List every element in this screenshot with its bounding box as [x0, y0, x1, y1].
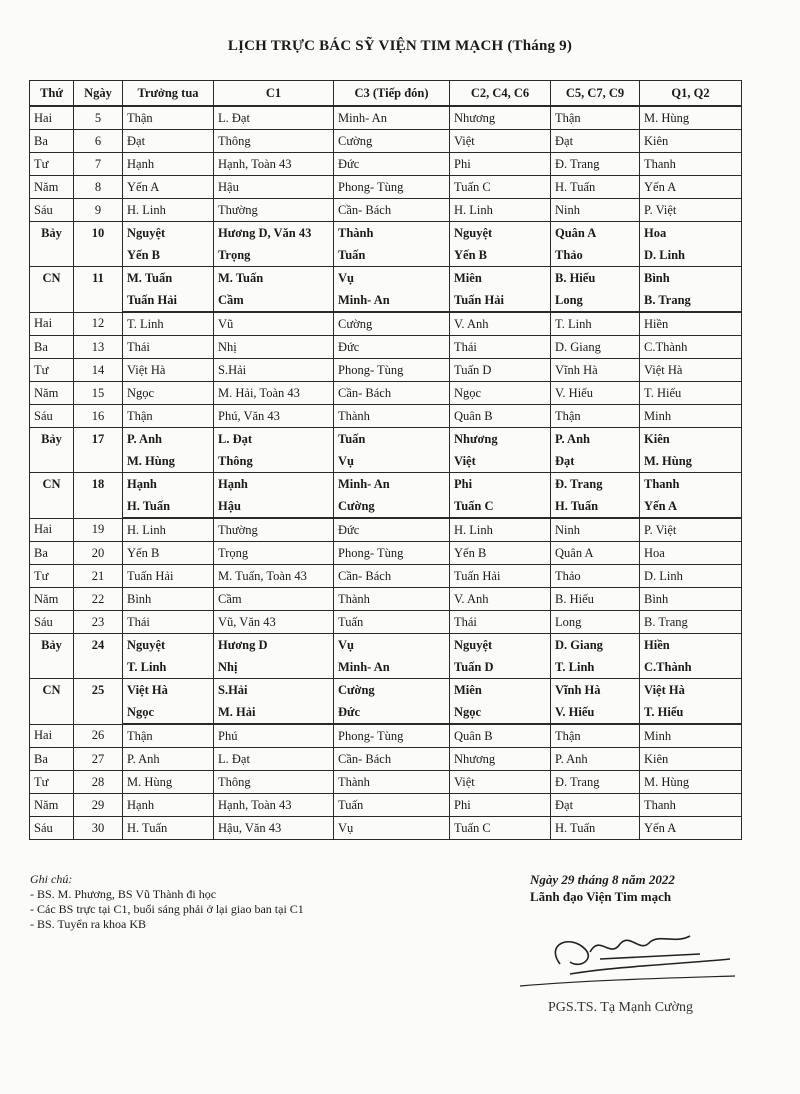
table-cell: Hoa — [640, 542, 742, 565]
table-cell: T. Linh — [551, 656, 640, 679]
table-cell: Đạt — [551, 130, 640, 153]
table-cell: 16 — [74, 405, 123, 428]
table-cell: Phong- Tùng — [334, 176, 450, 199]
table-cell: Ninh — [551, 518, 640, 542]
table-cell: Hạnh — [123, 794, 214, 817]
table-cell: Ngọc — [450, 382, 551, 405]
table-row — [30, 312, 742, 336]
table-cell: M. Hùng — [123, 450, 214, 473]
table-row — [30, 634, 742, 657]
table-cell: Cường — [334, 679, 450, 702]
table-cell: Năm — [30, 382, 74, 405]
table-cell: Thận — [123, 405, 214, 428]
table-cell: Nguyệt — [450, 222, 551, 245]
table-row — [30, 724, 742, 748]
table-cell: 27 — [74, 748, 123, 771]
table-cell: V. Anh — [450, 312, 551, 336]
table-cell: Hai — [30, 518, 74, 542]
table-cell: Ba — [30, 542, 74, 565]
table-cell: Tuấn — [334, 428, 450, 451]
table-cell: Miên — [450, 679, 551, 702]
table-cell: M. Hải — [214, 701, 334, 724]
table-row — [30, 153, 742, 176]
table-cell: P. Việt — [640, 518, 742, 542]
table-cell: Bình — [640, 267, 742, 290]
table-cell: P. Anh — [123, 428, 214, 451]
table-cell: Long — [551, 289, 640, 312]
table-row — [30, 588, 742, 611]
table-cell: P. Anh — [551, 428, 640, 451]
table-cell: Thận — [551, 405, 640, 428]
table-cell: Yến A — [640, 817, 742, 840]
table-cell: L. Đạt — [214, 106, 334, 130]
table-cell: Phi — [450, 794, 551, 817]
table-cell: M. Hùng — [640, 771, 742, 794]
table-cell: Cầm — [214, 289, 334, 312]
table-cell: Nhị — [214, 656, 334, 679]
table-header-row — [30, 81, 742, 107]
note-item: - BS. Tuyển ra khoa KB — [30, 917, 147, 931]
table-cell: Ba — [30, 748, 74, 771]
table-cell: 28 — [74, 771, 123, 794]
table-cell: Quân B — [450, 405, 551, 428]
table-cell: 5 — [74, 106, 123, 130]
table-row — [30, 176, 742, 199]
table-cell: Hiền — [640, 312, 742, 336]
table-cell: Cần- Bách — [334, 748, 450, 771]
table-cell: Phong- Tùng — [334, 542, 450, 565]
table-cell: Quân B — [450, 724, 551, 748]
table-cell: Hậu — [214, 176, 334, 199]
table-cell: Minh — [640, 405, 742, 428]
table-cell: Nguyệt — [123, 634, 214, 657]
table-cell: Năm — [30, 794, 74, 817]
table-cell: Thảo — [551, 244, 640, 267]
table-cell: M. Hùng — [123, 771, 214, 794]
table-cell: H. Linh — [450, 518, 551, 542]
table-cell: Hoa — [640, 222, 742, 245]
note-item: - BS. M. Phương, BS Vũ Thành đi học — [30, 887, 217, 901]
table-cell: Trọng — [214, 542, 334, 565]
table-cell: Phú, Văn 43 — [214, 405, 334, 428]
table-cell: Minh- An — [334, 106, 450, 130]
table-cell: Hai — [30, 312, 74, 336]
table-cell: 19 — [74, 518, 123, 542]
table-cell: Kiên — [640, 130, 742, 153]
table-cell: L. Đạt — [214, 748, 334, 771]
table-cell: Việt — [450, 130, 551, 153]
column-header: C1 — [214, 81, 334, 107]
table-cell: Thành — [334, 771, 450, 794]
table-cell: Tuấn C — [450, 176, 551, 199]
table-cell: Phong- Tùng — [334, 359, 450, 382]
table-row — [30, 199, 742, 222]
table-cell: Tuấn D — [450, 359, 551, 382]
table-row — [30, 565, 742, 588]
signature-role: Lãnh đạo Viện Tim mạch — [530, 889, 672, 904]
table-cell: M. Tuấn, Toàn 43 — [214, 565, 334, 588]
table-cell: Tư — [30, 153, 74, 176]
table-cell: Phi — [450, 473, 551, 496]
table-cell: L. Đạt — [214, 428, 334, 451]
table-cell: Thái — [450, 611, 551, 634]
table-cell: M. Tuấn — [123, 267, 214, 290]
table-cell: Long — [551, 611, 640, 634]
table-cell: Hương D — [214, 634, 334, 657]
table-cell: Ba — [30, 130, 74, 153]
table-cell: 18 — [74, 473, 123, 519]
table-cell: Vĩnh Hà — [551, 359, 640, 382]
table-cell: Kiên — [640, 748, 742, 771]
table-cell: H. Linh — [123, 199, 214, 222]
table-cell: Hạnh — [214, 473, 334, 496]
table-cell: Thận — [551, 724, 640, 748]
table-row — [30, 359, 742, 382]
table-cell: 24 — [74, 634, 123, 679]
table-cell: Tuấn — [334, 611, 450, 634]
table-cell: B. Hiếu — [551, 588, 640, 611]
table-cell: 20 — [74, 542, 123, 565]
table-cell: Thành — [334, 588, 450, 611]
table-cell: H. Tuấn — [551, 495, 640, 518]
table-cell: Đức — [334, 336, 450, 359]
table-row — [30, 701, 742, 724]
column-header: C2, C4, C6 — [450, 81, 551, 107]
table-cell: Yến B — [450, 542, 551, 565]
table-cell: Hiền — [640, 634, 742, 657]
table-cell: Miên — [450, 267, 551, 290]
table-row — [30, 244, 742, 267]
table-cell: H. Tuấn — [123, 495, 214, 518]
table-cell: Hai — [30, 106, 74, 130]
table-cell: B. Hiếu — [551, 267, 640, 290]
table-cell: M. Hùng — [640, 106, 742, 130]
table-cell: S.Hải — [214, 679, 334, 702]
table-cell: Việt Hà — [640, 679, 742, 702]
table-cell: Thảo — [551, 565, 640, 588]
table-cell: Vũ, Văn 43 — [214, 611, 334, 634]
table-cell: Đức — [334, 701, 450, 724]
table-cell: Việt Hà — [123, 679, 214, 702]
table-cell: Vụ — [334, 267, 450, 290]
table-cell: Nhương — [450, 748, 551, 771]
table-cell: Quân A — [551, 542, 640, 565]
table-row — [30, 130, 742, 153]
table-cell: Hai — [30, 724, 74, 748]
table-cell: Năm — [30, 588, 74, 611]
signature-date: Ngày 29 tháng 8 năm 2022 — [530, 872, 675, 887]
table-cell: Đ. Trang — [551, 153, 640, 176]
table-cell: Bình — [640, 588, 742, 611]
table-cell: V. Anh — [450, 588, 551, 611]
table-row — [30, 542, 742, 565]
table-cell: Hương D, Văn 43 — [214, 222, 334, 245]
table-row — [30, 222, 742, 245]
table-row — [30, 267, 742, 290]
table-cell: Tư — [30, 565, 74, 588]
table-cell: P. Việt — [640, 199, 742, 222]
table-cell: Tuấn — [334, 794, 450, 817]
table-cell: Thanh — [640, 473, 742, 496]
table-cell: H. Tuấn — [551, 176, 640, 199]
table-cell: Thành — [334, 222, 450, 245]
notes-section — [30, 872, 304, 932]
table-cell: Hạnh — [123, 473, 214, 496]
table-cell: Bình — [123, 588, 214, 611]
table-cell: 14 — [74, 359, 123, 382]
table-row — [30, 336, 742, 359]
table-cell: Nhương — [450, 428, 551, 451]
table-row — [30, 428, 742, 451]
table-cell: 13 — [74, 336, 123, 359]
table-cell: Thận — [551, 106, 640, 130]
table-cell: Phong- Tùng — [334, 724, 450, 748]
table-cell: Cường — [334, 495, 450, 518]
table-cell: Phi — [450, 153, 551, 176]
table-cell: Bảy — [30, 634, 74, 679]
table-cell: Sáu — [30, 817, 74, 840]
table-cell: Hạnh — [123, 153, 214, 176]
table-cell: T. Linh — [123, 656, 214, 679]
table-cell: Hậu — [214, 495, 334, 518]
column-header: C3 (Tiếp đón) — [334, 81, 450, 107]
table-row — [30, 656, 742, 679]
table-cell: Kiên — [640, 428, 742, 451]
table-cell: Cần- Bách — [334, 382, 450, 405]
table-cell: Bảy — [30, 428, 74, 473]
table-cell: Yến B — [123, 244, 214, 267]
table-cell: Nguyệt — [450, 634, 551, 657]
table-cell: Cường — [334, 130, 450, 153]
table-cell: 21 — [74, 565, 123, 588]
table-row — [30, 495, 742, 518]
table-cell: Sáu — [30, 199, 74, 222]
table-cell: Đạt — [123, 130, 214, 153]
table-cell: Tuấn C — [450, 495, 551, 518]
table-cell: Việt Hà — [123, 359, 214, 382]
table-cell: Ba — [30, 336, 74, 359]
table-cell: Vụ — [334, 634, 450, 657]
table-cell: Tuấn Hải — [123, 565, 214, 588]
table-cell: 9 — [74, 199, 123, 222]
table-row — [30, 382, 742, 405]
table-cell: Việt — [450, 450, 551, 473]
table-cell: M. Hùng — [640, 450, 742, 473]
column-header: C5, C7, C9 — [551, 81, 640, 107]
signer-name: PGS.TS. Tạ Mạnh Cường — [548, 1000, 694, 1015]
table-cell: Yến A — [640, 176, 742, 199]
table-cell: 26 — [74, 724, 123, 748]
table-cell: Thái — [450, 336, 551, 359]
page-title: LỊCH TRỰC BÁC SỸ VIỆN TIM MẠCH (Tháng 9) — [227, 38, 573, 54]
table-cell: Cần- Bách — [334, 565, 450, 588]
column-header: Thứ — [30, 81, 74, 107]
table-cell: Tuấn Hải — [450, 565, 551, 588]
table-cell: 30 — [74, 817, 123, 840]
table-cell: Thanh — [640, 794, 742, 817]
note-item: - Các BS trực tại C1, buổi sáng phải ở lại giao ban tại C1 — [30, 902, 304, 916]
table-cell: Minh- An — [334, 473, 450, 496]
table-cell: Vĩnh Hà — [551, 679, 640, 702]
table-cell: C.Thành — [640, 656, 742, 679]
table-cell: Tuấn D — [450, 656, 551, 679]
table-cell: Hạnh, Toàn 43 — [214, 794, 334, 817]
table-cell: Năm — [30, 176, 74, 199]
table-cell: Nguyệt — [123, 222, 214, 245]
table-cell: Việt — [450, 771, 551, 794]
table-cell: Bảy — [30, 222, 74, 267]
table-cell: Cường — [334, 312, 450, 336]
table-row — [30, 405, 742, 428]
table-cell: Tư — [30, 359, 74, 382]
table-cell: D. Giang — [551, 336, 640, 359]
table-cell: Minh- An — [334, 656, 450, 679]
table-cell: D. Giang — [551, 634, 640, 657]
table-row — [30, 817, 742, 840]
table-cell: P. Anh — [123, 748, 214, 771]
table-cell: Cần- Bách — [334, 199, 450, 222]
table-cell: D. Linh — [640, 565, 742, 588]
table-cell: 7 — [74, 153, 123, 176]
table-body — [30, 106, 742, 840]
table-cell: M. Hải, Toàn 43 — [214, 382, 334, 405]
table-row — [30, 771, 742, 794]
table-cell: Tuấn C — [450, 817, 551, 840]
table-cell: V. Hiếu — [551, 382, 640, 405]
table-cell: Thái — [123, 336, 214, 359]
table-cell: Đức — [334, 518, 450, 542]
table-cell: Hậu, Văn 43 — [214, 817, 334, 840]
table-row — [30, 450, 742, 473]
table-cell: Quân A — [551, 222, 640, 245]
table-cell: Nhị — [214, 336, 334, 359]
table-cell: S.Hải — [214, 359, 334, 382]
table-cell: Tuấn — [334, 244, 450, 267]
table-cell: H. Tuấn — [551, 817, 640, 840]
table-cell: 12 — [74, 312, 123, 336]
table-cell: Yến B — [450, 244, 551, 267]
table-cell: Vụ — [334, 817, 450, 840]
table-cell: Tuấn Hải — [123, 289, 214, 312]
column-header: Q1, Q2 — [640, 81, 742, 107]
table-cell: B. Trang — [640, 289, 742, 312]
column-header: Ngày — [74, 81, 123, 107]
table-cell: Thông — [214, 130, 334, 153]
table-cell: Yến A — [640, 495, 742, 518]
table-cell: Đạt — [551, 450, 640, 473]
table-cell: V. Hiếu — [551, 701, 640, 724]
handwritten-signature — [500, 914, 740, 994]
table-cell: Yến A — [123, 176, 214, 199]
table-cell: Nhương — [450, 106, 551, 130]
table-cell: Thường — [214, 199, 334, 222]
table-cell: Đạt — [551, 794, 640, 817]
table-cell: T. Hiếu — [640, 701, 742, 724]
table-cell: H. Linh — [450, 199, 551, 222]
table-cell: Ngọc — [123, 701, 214, 724]
table-row — [30, 106, 742, 130]
table-cell: CN — [30, 473, 74, 519]
table-cell: Ngọc — [123, 382, 214, 405]
table-cell: Phú — [214, 724, 334, 748]
table-cell: CN — [30, 679, 74, 725]
table-cell: 29 — [74, 794, 123, 817]
table-cell: 23 — [74, 611, 123, 634]
table-cell: Đức — [334, 153, 450, 176]
table-cell: Đ. Trang — [551, 771, 640, 794]
table-cell: Đ. Trang — [551, 473, 640, 496]
table-cell: Vụ — [334, 450, 450, 473]
table-cell: Thường — [214, 518, 334, 542]
table-cell: Cầm — [214, 588, 334, 611]
table-cell: H. Linh — [123, 518, 214, 542]
table-cell: Trọng — [214, 244, 334, 267]
table-cell: T. Linh — [551, 312, 640, 336]
table-cell: Sáu — [30, 405, 74, 428]
table-cell: Minh- An — [334, 289, 450, 312]
table-cell: T. Hiếu — [640, 382, 742, 405]
table-cell: Việt Hà — [640, 359, 742, 382]
table-cell: H. Tuấn — [123, 817, 214, 840]
table-row — [30, 518, 742, 542]
table-cell: Vũ — [214, 312, 334, 336]
table-row — [30, 611, 742, 634]
table-cell: Yến B — [123, 542, 214, 565]
signature-block — [500, 872, 760, 1016]
table-cell: Minh — [640, 724, 742, 748]
table-cell: Ninh — [551, 199, 640, 222]
table-cell: C.Thành — [640, 336, 742, 359]
table-cell: Thận — [123, 106, 214, 130]
table-cell: 25 — [74, 679, 123, 725]
table-row — [30, 748, 742, 771]
table-cell: Thanh — [640, 153, 742, 176]
column-header: Trưởng tua — [123, 81, 214, 107]
table-cell: Ngọc — [450, 701, 551, 724]
duty-schedule-table — [29, 80, 742, 840]
table-cell: D. Linh — [640, 244, 742, 267]
table-cell: 6 — [74, 130, 123, 153]
table-cell: Tư — [30, 771, 74, 794]
table-cell: P. Anh — [551, 748, 640, 771]
table-cell: CN — [30, 267, 74, 313]
notes-title: Ghi chú: — [30, 872, 73, 886]
table-row — [30, 473, 742, 496]
table-row — [30, 679, 742, 702]
table-cell: Hạnh, Toàn 43 — [214, 153, 334, 176]
table-cell: 17 — [74, 428, 123, 473]
table-cell: Sáu — [30, 611, 74, 634]
table-cell: Thành — [334, 405, 450, 428]
table-row — [30, 289, 742, 312]
table-cell: Thông — [214, 771, 334, 794]
table-cell: 8 — [74, 176, 123, 199]
table-cell: Thái — [123, 611, 214, 634]
table-cell: 15 — [74, 382, 123, 405]
table-row — [30, 794, 742, 817]
table-cell: 11 — [74, 267, 123, 313]
table-cell: Thông — [214, 450, 334, 473]
table-cell: T. Linh — [123, 312, 214, 336]
table-cell: M. Tuấn — [214, 267, 334, 290]
table-cell: Thận — [123, 724, 214, 748]
table-cell: Tuấn Hải — [450, 289, 551, 312]
table-cell: B. Trang — [640, 611, 742, 634]
table-cell: 22 — [74, 588, 123, 611]
table-cell: 10 — [74, 222, 123, 267]
